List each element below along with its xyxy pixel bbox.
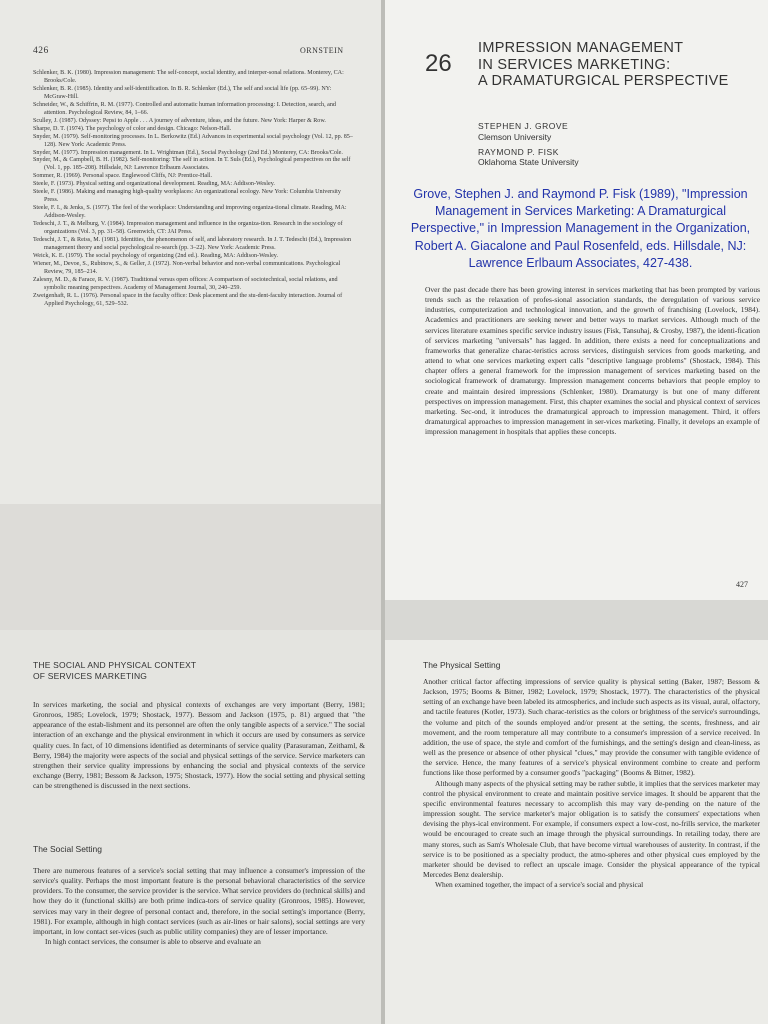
reference-item: Steele, F. (1973). Physical setting and organizational development. Reading, MA: Addison-Wesley. [33,181,275,188]
subheading-physical-setting: The Physical Setting [423,660,501,670]
reference-item: Sculley, J. (1987). Odyssey: Pepsi to Apple . . . A journey of adventure, ideas, and the future. New York: Harper & Row. [33,117,326,124]
reference-item: Schlenker, B. K. (1980). Impression management: The self-concept, social identity, and interper-sonal relations. Monterey, CA: Brooks/Cole. [33,70,344,84]
section-text [33,700,365,791]
reference-item: Tedeschi, J. T., & Melburg, V. (1984). Impression management and influence in the organiza-tion. Research in the sociology of organizations (Vol. 3, pp. 31–58). Greenwich, CT: JAI Press. [33,221,343,236]
section-heading-line: THE SOCIAL AND PHYSICAL CONTEXT [33,660,197,670]
chapter-title-line: A DRAMATURGICAL PERSPECTIVE [478,73,729,89]
subheading-social-setting: The Social Setting [33,844,102,854]
author-name: RAYMOND P. FISK [478,146,559,157]
page-428 [0,630,382,1024]
paragraph: In services marketing, the social and physical contexts of exchanges are very important (Berry, 1981; Gronroos, 1985; Lovelock, 1979; Shostack, 1977). Bessom and Jackson (1975, p. 81) argued that "the appearance of the estab-lishment and its personnel are often the only tangible aspects of a service." The social interaction of an exchange and the physical environment in which it occurs are used by consumers as service quality cues. In fact, of 10 dimensions identified as determinants of service quality (Parasuraman, Zeithaml, & Berry, 1984) the majority were aspects of the social and physical settings of the service. Service marketers can strengthen their service quality impressions by enhancing the social and physical contexts of the service exchange (Berry, 1981; Bessom & Jackson, 1975; Shostack, 1977). How the social setting and physical setting can be strengthened is discussed in the next sections. [33,700,365,791]
reference-item: Snyder, M., & Campbell, B. H. (1982). Self-monitoring: The self in action. In T. Suls (Ed.), Psychological perspectives on the self (Vol. 1, pp. 185–208). Hillsdale, NJ: Lawrence Erlbaum Associates. [33,157,351,172]
scan-margin [384,600,768,640]
reference-list [33,70,353,309]
page-gutter [381,0,385,1024]
reference-item: Wiener, M., Devoe, S., Rubinow, S., & Geller, J. (1972). Non-verbal behavior and non-verbal communications. Psychological Review, 79, 185–214. [33,260,341,275]
reference-item: Schneider, W., & Schiffrin, R. M. (1977). Controlled and automatic human information processing: I. Detection, search, and attention. Psychological Review, 84, 1–66. [33,101,336,116]
chapter-title [478,40,758,90]
page-number: 427 [736,580,748,589]
paragraph: Although many aspects of the physical setting may be rather subtle, it implies that the services marketer may control the physical environment to create and maintain positive service images. It should be apparent that the specific environmental features necessary to accomplish this may vary de-pending on the nature of the impression sought. The service marketer's major obligation is to satisfy the consumers' expectations when devising the phys-ical environment. For example, if consumers expect a low-cost, no-frills service, the marketer would be encouraged to create such an image through the physical surroundings. In retailing today, there are many stores, such as Sam's Wholesale Club, that have become virtual warehouses of austerity. In contrast, if the service is to be positioned as a specialty product, the atmo-spheres and other physical cues employed by the marketer should be devised to reflect an upscale image. Consider the physical appearance of the typical Mercedes Benz dealership. [423,778,760,879]
paragraph: Over the past decade there has been growing interest in services marketing that has been prompted by various trends such as the relaxation of profes-sional association standards, the deregulation of various service industries, computerization and technological innovation, and the growth of franchising (Lovelock, 1984). Academics and practitioners are seeking newer and better ways to market services. Although much of the services literature examines specific service industry issues (Fisk, Tansuhaj, & Crosby, 1987), the identi-fication of services marketing "universals" has lagged. In addition, there exists a need for conceptualizations and frameworks that generalize charac-teristics across services, distinguish services from goods marketing, and attend to what one services marketing expert calls "descriptive language problems" (Shostack, 1984). This chapter offers a general framework for the impression management of services marketing based on the sociological framework of dramaturgy. Impression management concerns behaviors that people employ to create and maintain desired impressions (Schlenker, 1980). Dramaturgy is but one of many different perspectives on impression management. First, this chapter examines the social and physical context of services marketing. Sec-ond, it introduces the dramaturgical approach to impression management. Third, it offers dramaturgical approaches to impression management in ser-vices marketing. Finally, it develops an example of impression management in hospitals that applies these concepts. [425,285,760,437]
reference-item: Schlenker, B. R. (1985). Identity and self-identification. In B. R. Schlenker (Ed.), The self and social life (pp. 65–99). NY: McGraw-Hill. [33,85,332,100]
reference-item: Sharpe, D. T. (1974). The psychology of color and design. Chicago: Nelson-Hall. [33,125,232,132]
chapter-number: 26 [425,50,452,77]
chapter-title-line: IMPRESSION MANAGEMENT [478,40,684,56]
section-heading-line: OF SERVICES MARKETING [33,670,148,681]
author-block [478,121,579,168]
intro-paragraph [425,285,760,437]
author-name: STEPHEN J. GROVE [478,121,569,131]
section-heading [33,660,196,681]
running-head: ORNSTEIN [300,46,344,55]
scan-margin [0,504,382,630]
reference-item: Snyder, M. (1977). Impression management. In L. Wrightman (Ed.), Social Psychology (2nd Ed.) Monterey, CA: Brooks/Cole. [33,149,343,156]
author-affiliation: Clemson University [478,131,552,142]
chapter-title-line: IN SERVICES MARKETING: [478,56,671,73]
reference-item: Weick, K. E. (1979). The social psychology of organizing (2nd ed.). Reading, MA: Addison-Wesley. [33,252,278,259]
section-text [423,677,760,890]
reference-item: Zalesny, M. D., & Farace, R. V. (1987). Traditional versus open offices: A comparison of sociotechnical, social relations, and symbolic meaning perspectives. Academy of Management Journal, 30, 240–259. [33,276,338,291]
reference-item: Steele, F. (1986). Making and managing high-quality workplaces: An organizational ecology. New York: Columbia University Press. [33,189,341,204]
reference-item: Tedeschi, J. T., & Reiss, M. (1981). Identities, the phenomenon of self, and laboratory research. In J. T. Tedeschi (Ed.), Impression management theory and social psychological re-search (pp. 3–22). New York: Academic Press. [33,237,352,251]
page-number: 426 [33,46,49,56]
author-affiliation: Oklahoma State University [478,157,579,168]
paragraph: In high contact services, the consumer is able to observe and evaluate an [45,937,261,947]
page-426 [0,0,382,504]
reference-item: Zweigenhaft, R. L. (1976). Personal space in the faculty office: Desk placement and the stu-dent-faculty interaction. Journal of Applied Psychology, 61, 529–532. [33,292,343,307]
reference-item: Snyder, M. (1979). Self-monitoring processes. In L. Berkowitz (Ed.) Advances in experimental social psychology (Vol. 12, pp. 85–128). New York: Academic Press. [33,133,353,148]
paragraph: There are numerous features of a service's social setting that may influence a consumer's impression of the service's quality. Perhaps the most important feature is the personal behavioral characteristics of the service providers. To the consumer, the service provider is the service. What service providers do (technical skills) and how they do it (functional skills) are both prime indica-tors of service quality (Gronroos, 1985). However, services may vary in their degree of personal contact and, therefore, in the social setting's importance (Berry, 1981). For example, although in high contact services (such as air-lines or hair salons), social settings are very important, in low contact ser-vices (such as public utility companies) they are of lesser importance. [33,866,365,936]
reference-item: Sommer, R. (1969). Personal space. Englewood Cliffs, NJ: Prentice-Hall. [33,173,213,180]
citation-note: Grove, Stephen J. and Raymond P. Fisk (1989), "Impression Management in Services Marketing: A Dramaturgical Perspective," in Impression Management in the Organization, Robert A. Giacalone and Paul Rosenfeld, eds. Hillsdale, NJ: Lawrence Erlbaum Associates, 427-438. [410,187,751,270]
section-text [33,866,365,947]
paragraph: Another critical factor affecting impressions of service quality is physical setting (Baker, 1987; Bessom & Jackson, 1975; Booms & Bitner, 1982; Lovelock, 1979; Shostack, 1977). The characteristics of the physical setting of an exchange have been labeled its atmospherics, and include such aspects as its visual, aural, olfactory, and tactile features (Kotler, 1973). Such charac-teristics as the colors or brightness of the service's surroundings, the volume and pitch of the sounds employed and/or present at the setting, the scents, freshness, and air movement, and the room temperature all may contribute to a consumer's impression of a service received. In addition, the use of space, the style and comfort of the furnishings, and the setting's design and clean-liness, as well as the presence or absence of other physical "clues," may provide the consumer with tangible evidence of the service. Hence, the many features of a service's physical environment combine to create and perform functions like those performed by a consumer good's "packaging" (Booms & Bitner, 1982). [423,677,760,778]
reference-item: Steele, F. I., & Jenks, S. (1977). The feel of the workplace: Understanding and improving organiza-tional climate. Reading, MA: Addison-Wesley. [33,205,347,220]
paragraph: When examined together, the impact of a service's social and physical [435,880,644,890]
